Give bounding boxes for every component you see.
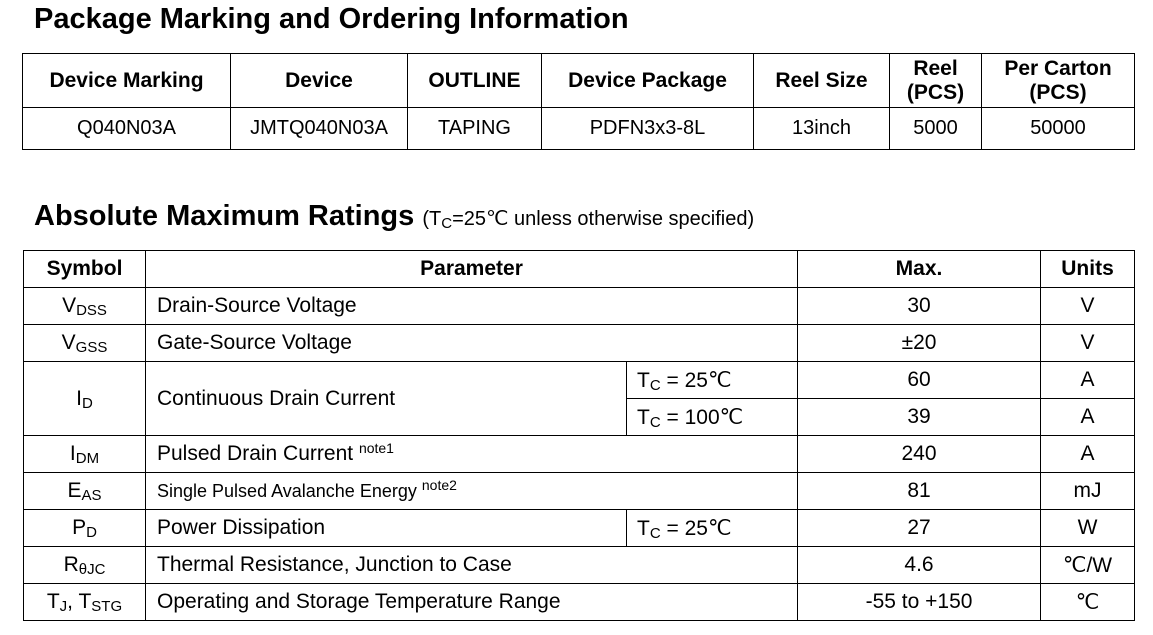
ratings-condition-open: (T xyxy=(422,208,442,230)
param-thermal-resistance: Thermal Resistance, Junction to Case xyxy=(146,547,798,584)
param-text: Single Pulsed Avalanche Energy xyxy=(157,480,417,501)
symbol-sub: DSS xyxy=(76,302,107,319)
header-symbol: Symbol xyxy=(24,251,146,288)
ratings-table xyxy=(23,250,1135,621)
symbol-main: T xyxy=(46,590,60,613)
param-temperature-range: Operating and Storage Temperature Range xyxy=(146,584,798,621)
cell-reel-size: 13inch xyxy=(754,108,890,150)
unit-value: mJ xyxy=(1041,473,1135,510)
param-text: Pulsed Drain Current xyxy=(157,442,354,465)
symbol-sub: D xyxy=(86,524,97,541)
max-value: -55 to +150 xyxy=(798,584,1041,621)
symbol-sub2: STG xyxy=(91,598,123,615)
max-value: ±20 xyxy=(798,325,1041,362)
header-device-package: Device Package xyxy=(542,54,754,108)
symbol-main: V xyxy=(62,294,77,317)
ratings-condition xyxy=(422,208,754,230)
symbol-main: R xyxy=(63,553,79,576)
note-ref: note1 xyxy=(358,440,394,456)
symbol-main: P xyxy=(72,516,87,539)
package-data-row xyxy=(23,108,1135,150)
symbol-rthjc xyxy=(24,547,146,584)
cond-rest: = 25℃ xyxy=(660,516,732,540)
cell-per-carton: 50000 xyxy=(982,108,1135,150)
symbol-tj-tstg xyxy=(24,584,146,621)
cond-main: T xyxy=(637,405,650,429)
ratings-title: Absolute Maximum Ratings xyxy=(34,200,415,232)
cond-sub: C xyxy=(649,413,661,431)
cell-device-package: PDFN3x3-8L xyxy=(542,108,754,150)
symbol-sub: AS xyxy=(81,487,102,504)
unit-value: V xyxy=(1041,325,1135,362)
param-pulsed-drain-current xyxy=(146,436,798,473)
max-value: 4.6 xyxy=(798,547,1041,584)
table-row xyxy=(24,547,1135,584)
symbol-vgss xyxy=(24,325,146,362)
symbol-sub: J xyxy=(59,598,68,615)
header-reel-pcs xyxy=(890,54,982,108)
ratings-condition-sub: C xyxy=(441,215,453,232)
symbol-eas xyxy=(24,473,146,510)
header-outline: OUTLINE xyxy=(408,54,542,108)
param-power-dissipation: Power Dissipation xyxy=(146,510,627,547)
cond-sub: C xyxy=(649,376,661,394)
symbol-sub: D xyxy=(82,394,93,412)
condition-tc-25 xyxy=(627,510,798,547)
note-ref: note2 xyxy=(421,476,457,493)
header-device: Device xyxy=(231,54,408,108)
symbol-main: V xyxy=(61,331,76,354)
header-reel-size: Reel Size xyxy=(754,54,890,108)
table-row xyxy=(24,436,1135,473)
param-continuous-drain-current: Continuous Drain Current xyxy=(146,362,627,436)
param-drain-source-voltage: Drain-Source Voltage xyxy=(146,288,798,325)
cond-main: T xyxy=(637,368,650,392)
symbol-main: I xyxy=(69,442,76,465)
ratings-heading xyxy=(34,198,754,237)
ratings-condition-rest: =25℃ unless otherwise specified) xyxy=(452,208,755,230)
max-value: 39 xyxy=(798,399,1041,436)
table-row xyxy=(24,362,1135,399)
symbol-sub: DM xyxy=(75,450,100,467)
package-table xyxy=(22,53,1135,150)
header-carton-line1: Per Carton xyxy=(1004,56,1112,80)
header-reel-line1: Reel xyxy=(913,56,958,80)
table-row xyxy=(24,473,1135,510)
max-value: 30 xyxy=(798,288,1041,325)
symbol-vdss xyxy=(24,288,146,325)
symbol-sub: θJC xyxy=(78,561,106,578)
unit-value: A xyxy=(1041,399,1135,436)
header-reel-line2: (PCS) xyxy=(906,80,965,104)
cell-device-marking: Q040N03A xyxy=(23,108,231,150)
symbol-idm xyxy=(24,436,146,473)
condition-tc-25 xyxy=(627,362,798,399)
symbol-id xyxy=(24,362,146,436)
param-avalanche-energy xyxy=(146,473,798,510)
cond-rest: = 100℃ xyxy=(660,405,744,429)
unit-value: W xyxy=(1041,510,1135,547)
param-gate-source-voltage: Gate-Source Voltage xyxy=(146,325,798,362)
max-value: 60 xyxy=(798,362,1041,399)
max-value: 81 xyxy=(798,473,1041,510)
unit-value: A xyxy=(1041,362,1135,399)
package-header-row xyxy=(23,54,1135,108)
max-value: 27 xyxy=(798,510,1041,547)
max-value: 240 xyxy=(798,436,1041,473)
unit-value: ℃/W xyxy=(1041,547,1135,584)
symbol-main: I xyxy=(76,386,82,410)
symbol-pd xyxy=(24,510,146,547)
unit-value: A xyxy=(1041,436,1135,473)
header-units: Units xyxy=(1041,251,1135,288)
package-title: Package Marking and Ordering Information xyxy=(34,3,629,35)
table-row xyxy=(24,288,1135,325)
header-parameter: Parameter xyxy=(146,251,798,288)
header-carton-line2: (PCS) xyxy=(1029,80,1087,104)
table-row xyxy=(24,510,1135,547)
cond-rest: = 25℃ xyxy=(660,368,732,392)
unit-value: V xyxy=(1041,288,1135,325)
table-row xyxy=(24,584,1135,621)
table-row xyxy=(24,325,1135,362)
unit-value: ℃ xyxy=(1041,584,1135,621)
condition-tc-100 xyxy=(627,399,798,436)
header-per-carton xyxy=(982,54,1135,108)
cell-reel-pcs: 5000 xyxy=(890,108,982,150)
cond-sub: C xyxy=(649,524,661,542)
cell-device: JMTQ040N03A xyxy=(231,108,408,150)
ratings-header-row xyxy=(24,251,1135,288)
symbol-separator: , T xyxy=(67,590,92,613)
symbol-sub: GSS xyxy=(75,339,108,356)
cell-outline: TAPING xyxy=(408,108,542,150)
cond-main: T xyxy=(637,516,650,540)
header-device-marking: Device Marking xyxy=(23,54,231,108)
symbol-main: E xyxy=(67,479,82,502)
header-max: Max. xyxy=(798,251,1041,288)
